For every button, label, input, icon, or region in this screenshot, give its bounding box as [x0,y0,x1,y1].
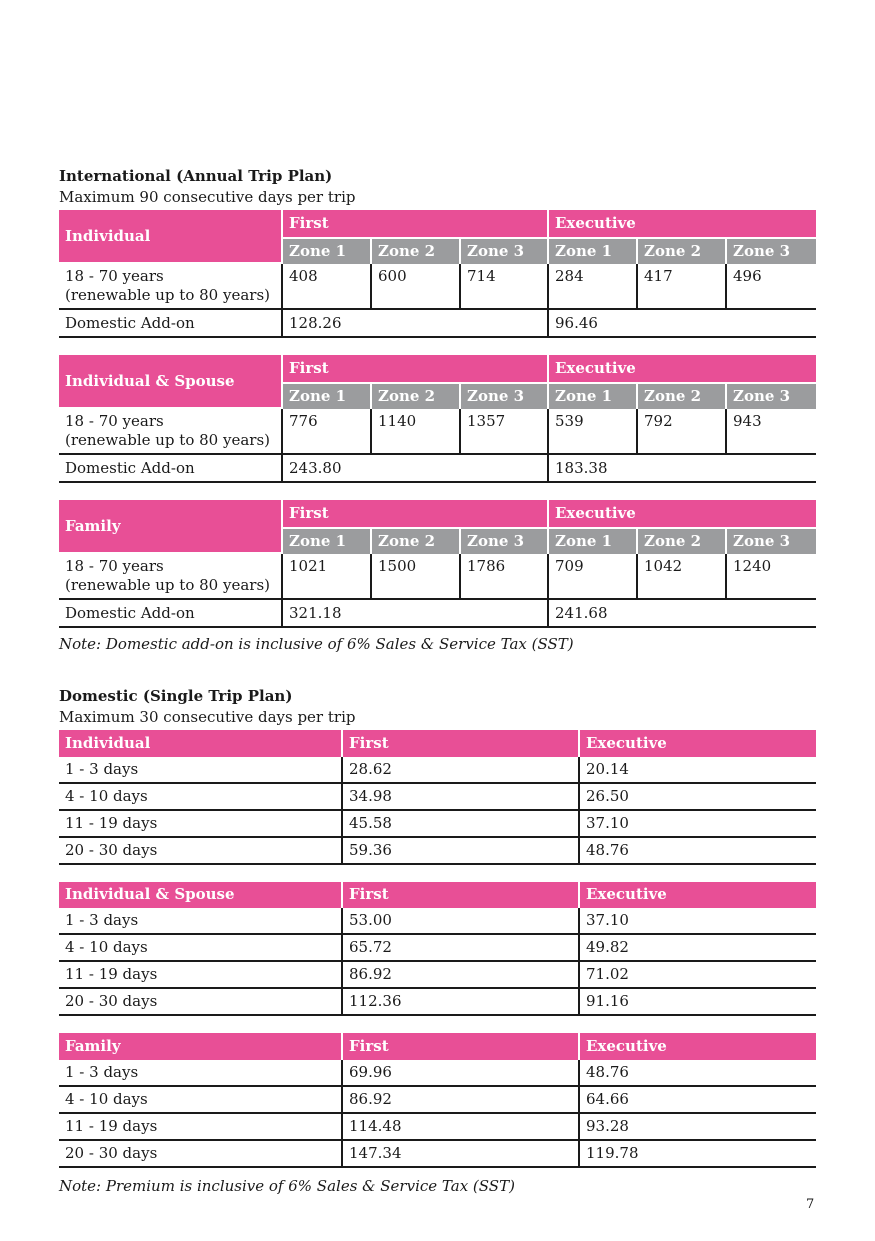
duration-cell: 1 - 3 days [59,757,343,784]
age-note: (renewable up to 80 years) [65,286,270,304]
price-cell: 37.10 [580,811,816,838]
category-header: Family [59,500,283,554]
price-cell: 496 [727,264,816,310]
table-row [59,1060,816,1087]
price-cell: 1240 [727,554,816,600]
price-cell: 709 [549,554,638,600]
age-line: 18 - 70 years [65,267,164,285]
zone-header: Zone 1 [283,239,372,264]
table-row [59,1087,816,1114]
price-cell: 408 [283,264,372,310]
price-cell: 1786 [461,554,549,600]
price-cell: 93.28 [580,1114,816,1141]
duration-cell: 11 - 19 days [59,1114,343,1141]
table-row [59,784,816,811]
price-cell: 776 [283,409,372,455]
price-cell: 284 [549,264,638,310]
price-cell: 112.36 [343,989,580,1016]
zone-header: Zone 1 [549,384,638,409]
first-header: First [343,882,580,909]
price-cell: 600 [372,264,461,310]
executive-header: Executive [580,730,816,757]
table-row [59,935,816,962]
price-cell: 1500 [372,554,461,600]
first-header: First [343,1033,580,1060]
category-header: Family [59,1033,343,1060]
price-cell: 1357 [461,409,549,455]
zone-header: Zone 2 [638,239,727,264]
price-cell: 37.10 [580,908,816,935]
price-cell: 792 [638,409,727,455]
dom-table-individual [59,730,816,865]
price-cell: 71.02 [580,962,816,989]
intl-table-individual [59,210,816,338]
zone-header: Zone 2 [372,239,461,264]
category-header: Individual & Spouse [59,882,343,909]
table-row [59,908,816,935]
page [59,0,816,1196]
zone-header: Zone 2 [372,529,461,554]
addon-label: Domestic Add-on [59,600,283,628]
price-cell: 1140 [372,409,461,455]
table-row [59,409,816,455]
plan-executive-header: Executive [549,500,816,529]
duration-cell: 20 - 30 days [59,989,343,1016]
price-cell: 417 [638,264,727,310]
addon-price-first: 243.80 [283,455,549,483]
price-cell: 20.14 [580,757,816,784]
zone-header: Zone 2 [638,529,727,554]
price-cell: 86.92 [343,962,580,989]
international-note: Note: Domestic add-on is inclusive of 6% Sales & Service Tax (SST) [59,635,574,653]
domestic-section-title: Domestic (Single Trip Plan) [59,687,293,705]
table-row [59,310,816,338]
zone-header: Zone 3 [461,384,549,409]
table-row [59,1114,816,1141]
price-cell: 1021 [283,554,372,600]
addon-price-first: 128.26 [283,310,549,338]
executive-header: Executive [580,1033,816,1060]
plan-first-header: First [283,500,549,529]
table-row [59,264,816,310]
table-row [59,554,816,600]
addon-price-executive: 183.38 [549,455,816,483]
price-cell: 147.34 [343,1141,580,1168]
table-row [59,757,816,784]
table-row [59,838,816,865]
page-number: 7 [806,1197,815,1212]
intl-table-individual-spouse [59,355,816,483]
age-cell [59,264,283,310]
plan-executive-header: Executive [549,355,816,384]
zone-header: Zone 3 [727,239,816,264]
addon-price-executive: 241.68 [549,600,816,628]
zone-header: Zone 1 [283,384,372,409]
price-cell: 119.78 [580,1141,816,1168]
intl-table-family [59,500,816,628]
duration-cell: 1 - 3 days [59,1060,343,1087]
plan-executive-header: Executive [549,210,816,239]
category-header: Individual [59,210,283,264]
plan-first-header: First [283,210,549,239]
price-cell: 1042 [638,554,727,600]
price-cell: 48.76 [580,1060,816,1087]
zone-header: Zone 1 [283,529,372,554]
duration-cell: 4 - 10 days [59,935,343,962]
price-cell: 539 [549,409,638,455]
zone-header: Zone 1 [549,529,638,554]
dom-table-family [59,1033,816,1168]
zone-header: Zone 2 [638,384,727,409]
price-cell: 45.58 [343,811,580,838]
zone-header: Zone 3 [461,239,549,264]
price-cell: 91.16 [580,989,816,1016]
age-cell [59,409,283,455]
international-section-subtitle: Maximum 90 consecutive days per trip [59,188,356,206]
price-cell: 34.98 [343,784,580,811]
price-cell: 26.50 [580,784,816,811]
international-section-title: International (Annual Trip Plan) [59,167,333,185]
price-cell: 714 [461,264,549,310]
price-cell: 69.96 [343,1060,580,1087]
price-cell: 59.36 [343,838,580,865]
zone-header: Zone 3 [727,529,816,554]
price-cell: 114.48 [343,1114,580,1141]
price-cell: 65.72 [343,935,580,962]
table-row [59,600,816,628]
duration-cell: 20 - 30 days [59,1141,343,1168]
category-header: Individual [59,730,343,757]
price-cell: 943 [727,409,816,455]
price-cell: 49.82 [580,935,816,962]
table-row [59,989,816,1016]
category-header: Individual & Spouse [59,355,283,409]
duration-cell: 20 - 30 days [59,838,343,865]
price-cell: 28.62 [343,757,580,784]
addon-price-first: 321.18 [283,600,549,628]
zone-header: Zone 3 [727,384,816,409]
duration-cell: 11 - 19 days [59,811,343,838]
domestic-note: Note: Premium is inclusive of 6% Sales & Service Tax (SST) [59,1176,515,1195]
executive-header: Executive [580,882,816,909]
zone-header: Zone 3 [461,529,549,554]
first-header: First [343,730,580,757]
age-line: 18 - 70 years [65,557,164,575]
addon-label: Domestic Add-on [59,455,283,483]
age-note: (renewable up to 80 years) [65,431,270,449]
domestic-section-subtitle: Maximum 30 consecutive days per trip [59,708,356,726]
addon-label: Domestic Add-on [59,310,283,338]
price-cell: 86.92 [343,1087,580,1114]
duration-cell: 4 - 10 days [59,1087,343,1114]
dom-table-individual-spouse [59,882,816,1017]
price-cell: 48.76 [580,838,816,865]
zone-header: Zone 1 [549,239,638,264]
duration-cell: 4 - 10 days [59,784,343,811]
age-line: 18 - 70 years [65,412,164,430]
zone-header: Zone 2 [372,384,461,409]
plan-first-header: First [283,355,549,384]
price-cell: 53.00 [343,908,580,935]
table-row [59,962,816,989]
price-cell: 64.66 [580,1087,816,1114]
age-note: (renewable up to 80 years) [65,576,270,594]
addon-price-executive: 96.46 [549,310,816,338]
table-row [59,1141,816,1168]
age-cell [59,554,283,600]
table-row [59,811,816,838]
table-row [59,455,816,483]
duration-cell: 11 - 19 days [59,962,343,989]
duration-cell: 1 - 3 days [59,908,343,935]
